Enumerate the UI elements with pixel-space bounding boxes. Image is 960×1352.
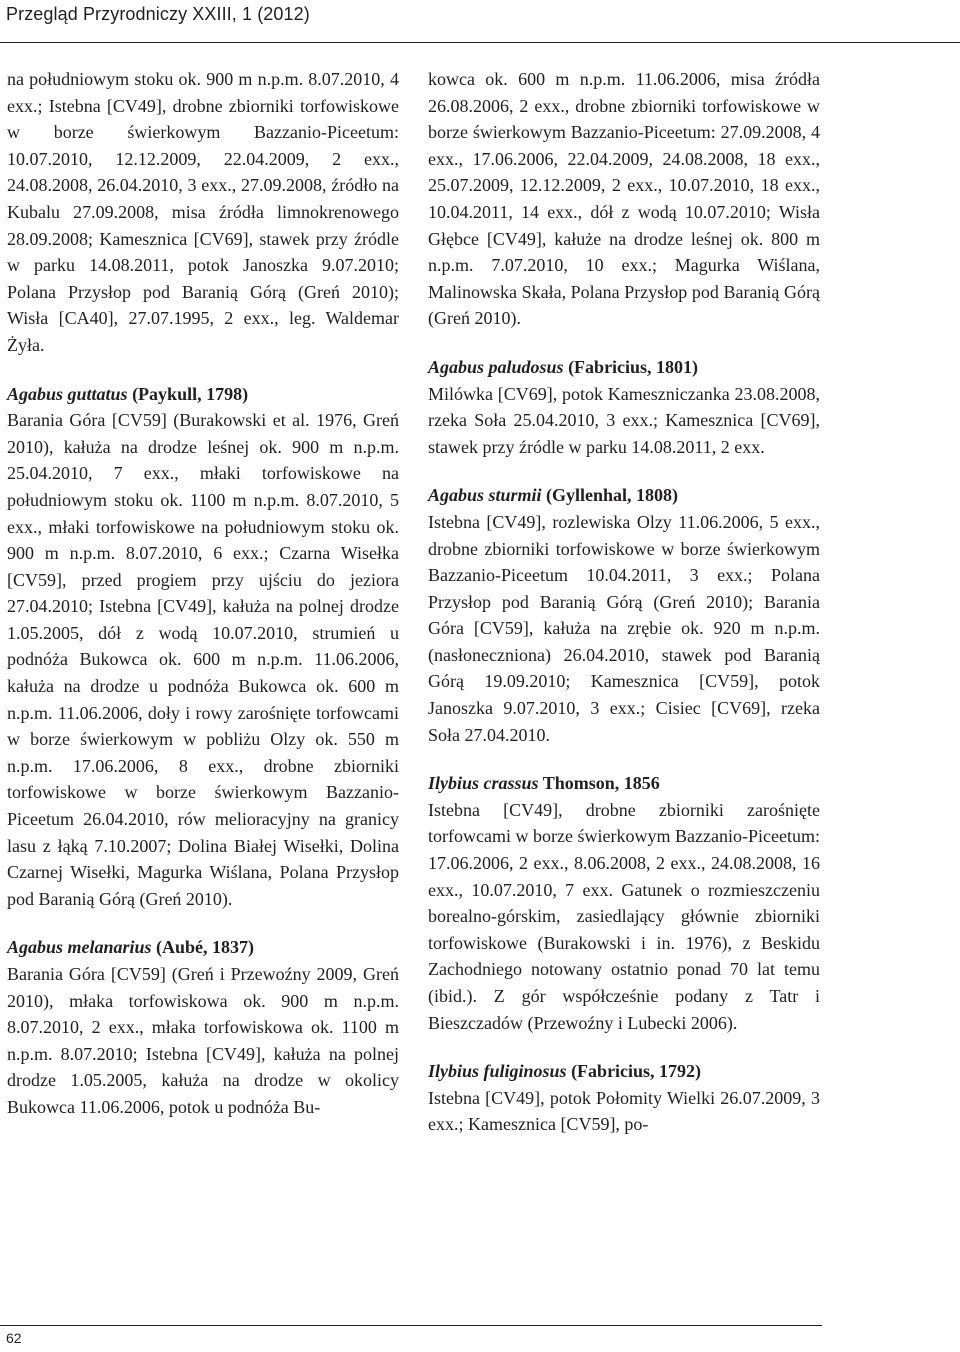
species-entry — [7, 934, 399, 1120]
species-records: Barania Góra [CV59] (Greń i Przewoźny 2009, Greń 2010), młaka torfowiskowa ok. 900 m n.p.m. 8.07.2010, 2 exx., młaka torfowiskowa ok. 1100 m n.p.m. 8.07.2010; Istebna [CV49], kałuża na polnej drodze 1.05.2005, kałuża na drodze w okolicy Bukowca 11.06.2006, potok u podnóża Bu- — [7, 964, 399, 1117]
species-entry — [428, 354, 820, 460]
species-name: Agabus paludosus — [428, 356, 564, 377]
species-records: Istebna [CV49], drobne zbiorniki zarośnięte torfowcami w borze świerkowym Bazzanio-Piceetum: 17.06.2006, 2 exx., 8.06.2008, 2 exx., 24.08.2008, 16 exx., 10.07.2010, 7 exx. Gatunek o rozmieszczeniu borealno-górskim, zasiedlający głównie zbiorniki torfowiskowe (Burakowski i in. 1976), z Beskidu Zachodniego notowany ostatnio ponad 70 lat temu (ibid.). Z gór współcześnie podany z Tatr i Bieszczadów (Przewoźny i Lubecki 2006). — [428, 799, 820, 1033]
species-authority: (Gyllenhal, 1808) — [546, 485, 679, 506]
footer-divider — [0, 1325, 822, 1326]
species-records: Istebna [CV49], potok Połomity Wielki 26.07.2009, 3 exx.; Kamesznica [CV59], po- — [428, 1087, 820, 1135]
species-name: Agabus guttatus — [7, 383, 128, 404]
species-records: Barania Góra [CV59] (Burakowski et al. 1976, Greń 2010), kałuża na drodze leśnej ok. 900 m n.p.m. 25.04.2010, 7 exx., młaki torfowiskowe na południowym stoku ok. 1100 m n.p.m. 8.07.2010, 5 exx., młaki torfowiskowe na południowym stoku ok. 900 m n.p.m. 8.07.2010, 6 exx.; Czarna Wisełka [CV59], przed progiem przy ujściu do jeziora 27.04.2010; Istebna [CV49], kałuża na polnej drodze 1.05.2005, dół z wodą 10.07.2010, strumień u podnóża Bukowca ok. 600 m n.p.m. 11.06.2006, kałuża na drodze u podnóża Bukowca ok. 600 m n.p.m. 11.06.2006, doły i rowy zarośnięte torfowcami w borze świerkowym w pobliżu Olzy ok. 550 m n.p.m. 17.06.2006, 8 exx., drobne zbiorniki torfowiskowe w borze świerkowym Bazzanio-Piceetum 26.04.2010, rów melioracyjny na granicy lasu z łąką 7.10.2007; Dolina Białej Wisełki, Dolina Czarnej Wisełki, Magurka Wiślana, Polana Przysłop pod Baranią Górą (Greń 2010). — [7, 410, 399, 909]
species-heading — [7, 934, 399, 961]
species-entry — [428, 1058, 820, 1138]
page-number: 62 — [6, 1330, 22, 1346]
species-entry — [7, 381, 399, 913]
species-name: Ilybius crassus — [428, 773, 539, 794]
journal-header: Przegląd Przyrodniczy XXIII, 1 (2012) — [6, 4, 310, 24]
species-entry — [428, 770, 820, 1036]
species-name: Agabus melanarius — [7, 937, 152, 958]
species-authority: (Fabricius, 1792) — [571, 1061, 702, 1082]
continuation-paragraph: kowca ok. 600 m n.p.m. 11.06.2006, misa źródła 26.08.2006, 2 exx., drobne zbiorniki torfowiskowe w borze świerkowym Bazzanio-Piceetum: 27.09.2008, 4 exx., 17.06.2006, 22.04.2009, 24.08.2008, 18 exx., 25.07.2009, 12.12.2009, 2 exx., 10.07.2010, 18 exx., 10.04.2011, 14 exx., dół z wodą 10.07.2010; Wisła Głębce [CV49], kałuże na drodze leśnej ok. 800 m n.p.m. 7.07.2010, 10 exx.; Magurka Wiślana, Malinowska Skała, Polana Przysłop pod Baranią Górą (Greń 2010). — [428, 69, 820, 329]
species-heading — [428, 770, 820, 797]
species-heading — [428, 1058, 820, 1085]
species-heading — [7, 381, 399, 408]
species-records: Milówka [CV69], potok Kameszniczanka 23.08.2008, rzeka Soła 25.04.2010, 3 exx.; Kamesznica [CV69], stawek przy źródle w parku 14.08.2011, 2 exx. — [428, 383, 820, 457]
species-name: Agabus sturmii — [428, 485, 542, 506]
species-heading — [428, 354, 820, 381]
left-column — [7, 66, 399, 1121]
species-authority: (Paykull, 1798) — [132, 383, 249, 404]
species-heading — [428, 482, 820, 509]
species-records: Istebna [CV49], rozlewiska Olzy 11.06.2006, 5 exx., drobne zbiorniki torfowiskowe w borze świerkowym Bazzanio-Piceetum 10.04.2011, 3 exx.; Polana Przysłop pod Baranią Górą (Greń 2010); Barania Góra [CV59], kałuża na zrębie ok. 920 m n.p.m. (nasłoneczniona) 26.04.2010, stawek pod Baranią Górą 19.09.2010; Kamesznica [CV59], potok Janoszka 9.07.2010, 3 exx.; Cisiec [CV69], rzeka Soła 27.04.2010. — [428, 511, 820, 745]
header-divider — [0, 42, 960, 43]
species-authority: (Aubé, 1837) — [156, 937, 255, 958]
species-name: Ilybius fuliginosus — [428, 1061, 567, 1082]
species-entry — [428, 482, 820, 748]
species-authority: (Fabricius, 1801) — [568, 356, 699, 377]
continuation-paragraph: na południowym stoku ok. 900 m n.p.m. 8.07.2010, 4 exx.; Istebna [CV49], drobne zbiorniki torfowiskowe w borze świerkowym Bazzanio-Piceetum: 10.07.2010, 12.12.2009, 22.04.2009, 2 exx., 24.08.2008, 26.04.2010, 3 exx., 27.09.2008, źródło na Kubalu 27.09.2008, misa źródła limnokrenowego 28.09.2008; Kamesznica [CV69], stawek przy źródle w parku 14.08.2011, potok Janoszka 9.07.2010; Polana Przysłop pod Baranią Górą (Greń 2010); Wisła [CA40], 27.07.1995, 2 exx., leg. Waldemar Żyła. — [7, 69, 399, 355]
right-column — [428, 66, 820, 1138]
species-authority: Thomson, 1856 — [542, 773, 660, 794]
